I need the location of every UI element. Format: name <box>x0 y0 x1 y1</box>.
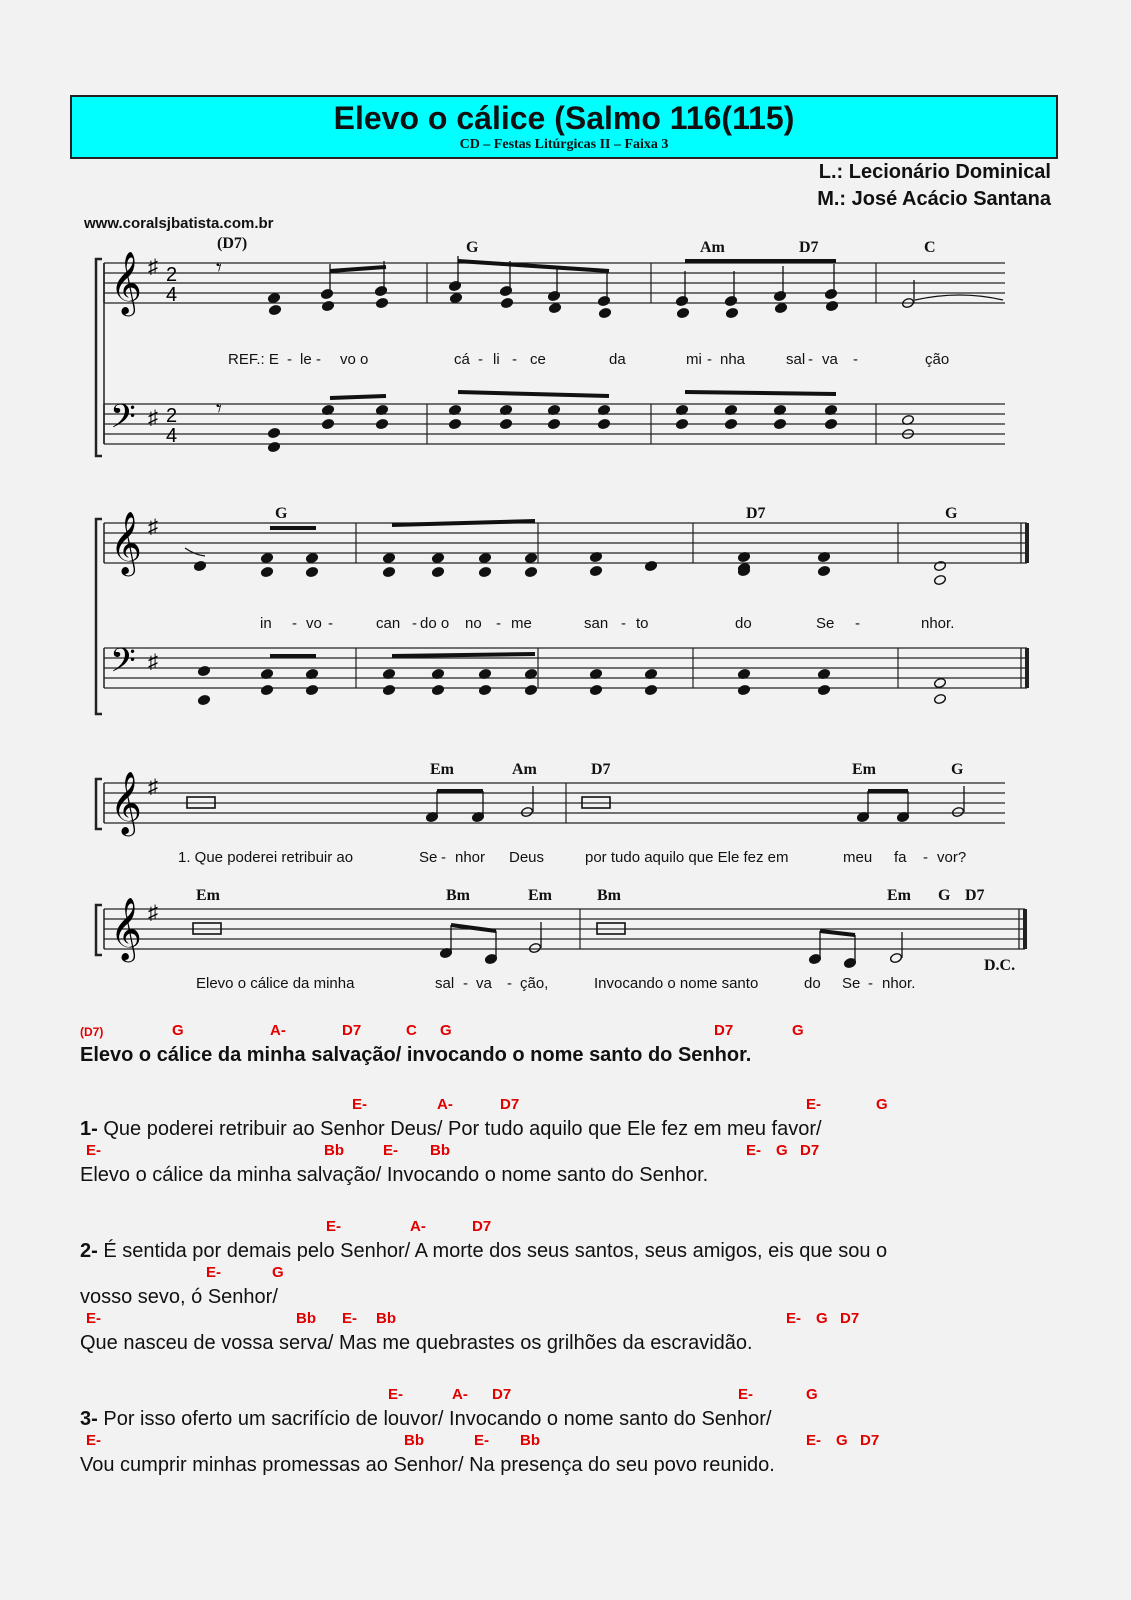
lyric-syllable: REF.: E <box>228 351 279 368</box>
lyric-syllable: in <box>260 615 272 632</box>
note-head <box>524 684 537 695</box>
note-head <box>724 295 737 306</box>
beam <box>458 392 609 396</box>
lyric-syllable: - <box>923 849 928 866</box>
lyric-syllable: - <box>292 615 297 632</box>
chord-symbol: Em <box>196 887 220 904</box>
note-head <box>644 684 657 695</box>
note-head <box>375 297 388 308</box>
da-capo-mark: D.C. <box>984 957 1016 974</box>
eighth-rest-icon: 𝄾 <box>216 255 222 280</box>
lyric-syllable: Elevo o cálice da minha <box>196 975 355 992</box>
lyric-syllable: do <box>735 615 752 632</box>
key-signature-sharp-icon: ♯ <box>148 256 158 278</box>
tie <box>185 548 205 556</box>
note-head <box>825 300 838 311</box>
time-signature-top: 2 <box>166 405 178 427</box>
note-head <box>321 418 334 429</box>
lyric-syllable: - <box>328 615 333 632</box>
lyric-syllable: - <box>507 975 512 992</box>
chord-symbol: Am <box>700 239 725 256</box>
chord-symbol: (D7) <box>217 235 248 252</box>
chord-symbol: G <box>466 239 479 256</box>
note-head <box>824 418 837 429</box>
lyric-syllable: - <box>316 351 321 368</box>
note-head <box>382 684 395 695</box>
lyric-syllable: san <box>584 615 609 632</box>
treble-clef-icon: 𝄞 <box>110 899 142 959</box>
lyric-syllable: do <box>804 975 821 992</box>
chord-symbol: Em <box>528 887 552 904</box>
lyric-syllable: Deus <box>509 849 545 866</box>
note-head <box>305 566 318 577</box>
verse-1: E- A- D7 E- G 1- Que poderei retribuir ao Senhor Deus/ Por tudo aquilo que Ele fez em meu favor/ E- Bb E- Bb E- G D7 Elevo o cálice da minha salvação/ Invocando o nome santo do Senhor. <box>80 1096 888 1186</box>
note-head <box>448 418 461 429</box>
lyric-syllable: - <box>496 615 501 632</box>
lyric-syllable: 1. Que poderei retribuir ao <box>178 849 354 866</box>
lyric-syllable: ção <box>925 351 950 368</box>
note-head <box>431 684 444 695</box>
lyric-syllable: - <box>868 975 873 992</box>
treble-clef-icon: 𝄞 <box>110 773 142 833</box>
beam <box>392 521 535 525</box>
lyric-syllable: meu <box>843 849 873 866</box>
note-head <box>524 552 537 563</box>
lyric-syllable: nhor. <box>921 615 955 632</box>
note-head <box>260 566 273 577</box>
note-head <box>889 952 902 963</box>
lyric-syllable: Se <box>419 849 438 866</box>
chord-symbol: D7 <box>746 505 766 522</box>
lyric-syllable: da <box>609 351 626 368</box>
note-head <box>478 566 491 577</box>
lyric-syllable: nha <box>720 351 746 368</box>
chord-symbol: Em <box>852 761 876 778</box>
note-head <box>500 297 513 308</box>
note-head <box>644 560 657 571</box>
note-head <box>448 280 461 291</box>
lyric-syllable: li <box>493 351 500 368</box>
lyric-syllable: - <box>707 351 712 368</box>
verse-3: E- A- D7 E- G 3- Por isso oferto um sacrifício de louvor/ Invocando o nome santo do Senhor/ E- Bb E- Bb E- G D7 Vou cumprir minhas promessas ao Senhor/ Na presença do seu povo reunido. <box>80 1386 880 1476</box>
chord-symbol: G <box>945 505 958 522</box>
lyric-syllable: - <box>853 351 858 368</box>
beam <box>330 396 386 398</box>
lyric-syllable: can <box>376 615 401 632</box>
lyric-syllable: nhor. <box>882 975 916 992</box>
chord-symbol: Em <box>430 761 454 778</box>
lyric-syllable: do o <box>420 615 450 632</box>
lyric-syllable: sal <box>435 975 455 992</box>
note-head <box>267 427 280 438</box>
note-head <box>547 290 560 301</box>
lyric-syllable: - <box>808 351 813 368</box>
chord-symbol: G <box>951 761 964 778</box>
note-head <box>320 288 333 299</box>
note-head <box>267 441 280 452</box>
lyric-syllable: - <box>463 975 468 992</box>
music-credit: M.: José Acácio Santana <box>817 188 1051 210</box>
note-head <box>675 295 688 306</box>
note-head <box>197 694 210 705</box>
lyric-syllable: cá <box>454 351 470 368</box>
song-subtitle: CD – Festas Litúrgicas II – Faixa 3 <box>459 137 669 152</box>
time-signature-bottom: 4 <box>166 425 178 447</box>
lyric-syllable: ção, <box>520 975 549 992</box>
note-head <box>676 307 689 318</box>
lyric-syllable: vo o <box>340 351 369 368</box>
lyric-syllable: - <box>855 615 860 632</box>
note-head <box>597 295 610 306</box>
bass-clef-icon: 𝄢 <box>110 399 136 443</box>
note-head <box>197 665 210 676</box>
beam <box>330 267 386 271</box>
system-bracket <box>96 519 102 714</box>
note-head <box>305 684 318 695</box>
key-signature-sharp-icon: ♯ <box>148 776 158 798</box>
note-head <box>267 292 280 303</box>
lyrics-credit: L.: Lecionário Dominical <box>818 161 1051 183</box>
note-head <box>773 290 786 301</box>
refrain-chords: (D7) G A- D7 C G D7 G <box>80 1022 804 1039</box>
note-head <box>817 684 830 695</box>
lyric-syllable: vo <box>306 615 322 632</box>
refrain-block <box>80 1022 1080 1068</box>
website-link[interactable]: www.coralsjbatista.com.br <box>84 215 274 232</box>
note-head <box>589 565 602 576</box>
lyric-syllable: mi <box>686 351 702 368</box>
lyric-syllable: me <box>511 615 532 632</box>
note-head <box>598 307 611 318</box>
chord-symbol: Bm <box>446 887 470 904</box>
lyric-syllable: - <box>412 615 417 632</box>
beam <box>392 654 535 656</box>
song-title: Elevo o cálice (Salmo 116(115) <box>333 100 795 136</box>
lyric-syllable: ce <box>530 351 546 368</box>
chord-symbol: G <box>938 887 951 904</box>
chord-symbol: Am <box>512 761 537 778</box>
lyric-syllable: - <box>621 615 626 632</box>
note-head <box>597 418 610 429</box>
note-head <box>478 684 491 695</box>
lyric-syllable: nhor <box>455 849 486 866</box>
note-head <box>933 560 946 571</box>
time-signature-top: 2 <box>166 264 178 286</box>
chord-symbol: D7 <box>799 239 819 256</box>
system-bracket <box>96 259 102 456</box>
eighth-rest-icon: 𝄾 <box>216 396 222 421</box>
note-head <box>431 552 444 563</box>
note-head <box>260 552 273 563</box>
lyric-syllable: le <box>300 351 312 368</box>
note-head <box>375 418 388 429</box>
system-bracket <box>96 905 102 955</box>
chord-symbol: Em <box>887 887 911 904</box>
verse-2: E- A- D7 2- É sentida por demais pelo Senhor/ A morte dos seus santos, seus amigos, eis que sou o E- G vosso sevo, ó Senhor/ E- Bb E- Bb E- G D7 Que nasceu de vossa serva/ Mas me quebrastes os grilhões da escravidão. <box>80 1218 888 1354</box>
refrain-text: Elevo o cálice da minha salvação/ invocando o nome santo do Senhor. <box>80 1044 752 1066</box>
note-head <box>725 307 738 318</box>
note-head <box>951 806 964 817</box>
lyric-syllable: vor? <box>937 849 967 866</box>
note-head <box>374 285 387 296</box>
chord-symbol: D7 <box>591 761 611 778</box>
note-head <box>817 565 830 576</box>
tie <box>915 295 1003 300</box>
note-head <box>933 574 946 585</box>
lyric-syllable: sal <box>786 351 806 368</box>
note-head <box>260 684 273 695</box>
beam <box>820 931 855 935</box>
note-head <box>547 418 560 429</box>
lyric-syllable: por tudo aquilo que Ele fez em <box>585 849 789 866</box>
lyric-syllable: Se <box>816 615 835 632</box>
note-head <box>824 288 837 299</box>
system-bracket <box>96 779 102 829</box>
key-signature-sharp-icon: ♯ <box>148 516 158 538</box>
note-head <box>548 302 561 313</box>
note-head <box>774 302 787 313</box>
note-head <box>933 677 946 688</box>
beam <box>451 925 496 931</box>
chord-symbol: Bm <box>597 887 621 904</box>
note-head <box>528 942 541 953</box>
note-head <box>478 552 491 563</box>
treble-clef-icon: 𝄞 <box>110 513 142 573</box>
note-head <box>520 806 533 817</box>
note-head <box>268 304 281 315</box>
note-head <box>193 560 206 571</box>
lyric-syllable: Se <box>842 975 861 992</box>
lyric-syllable: to <box>636 615 649 632</box>
note-head <box>773 418 786 429</box>
lyric-syllable: - <box>478 351 483 368</box>
beam <box>685 392 836 394</box>
lyric-syllable: - <box>441 849 446 866</box>
note-head <box>431 566 444 577</box>
lyric-syllable: - <box>512 351 517 368</box>
lyric-syllable: Invocando o nome santo <box>594 975 759 992</box>
note-head <box>449 292 462 303</box>
lyric-syllable: va <box>822 351 838 368</box>
note-head <box>933 693 946 704</box>
note-head <box>305 552 318 563</box>
note-head <box>737 684 750 695</box>
note-head <box>499 418 512 429</box>
chord-symbol: D7 <box>965 887 985 904</box>
note-head <box>382 566 395 577</box>
lyric-syllable: fa <box>894 849 907 866</box>
note-head <box>524 566 537 577</box>
chord-symbol: G <box>275 505 288 522</box>
note-head <box>382 552 395 563</box>
note-head <box>321 300 334 311</box>
key-signature-sharp-icon: ♯ <box>148 407 158 429</box>
lyric-syllable: no <box>465 615 482 632</box>
key-signature-sharp-icon: ♯ <box>148 902 158 924</box>
time-signature-bottom: 4 <box>166 284 178 306</box>
lyric-syllable: va <box>476 975 492 992</box>
bass-clef-icon: 𝄢 <box>110 643 136 687</box>
key-signature-sharp-icon: ♯ <box>148 651 158 673</box>
note-head <box>724 418 737 429</box>
note-head <box>675 418 688 429</box>
chord-symbol: C <box>924 239 936 256</box>
treble-clef-icon: 𝄞 <box>110 253 142 313</box>
lyric-syllable: - <box>287 351 292 368</box>
note-head <box>589 684 602 695</box>
